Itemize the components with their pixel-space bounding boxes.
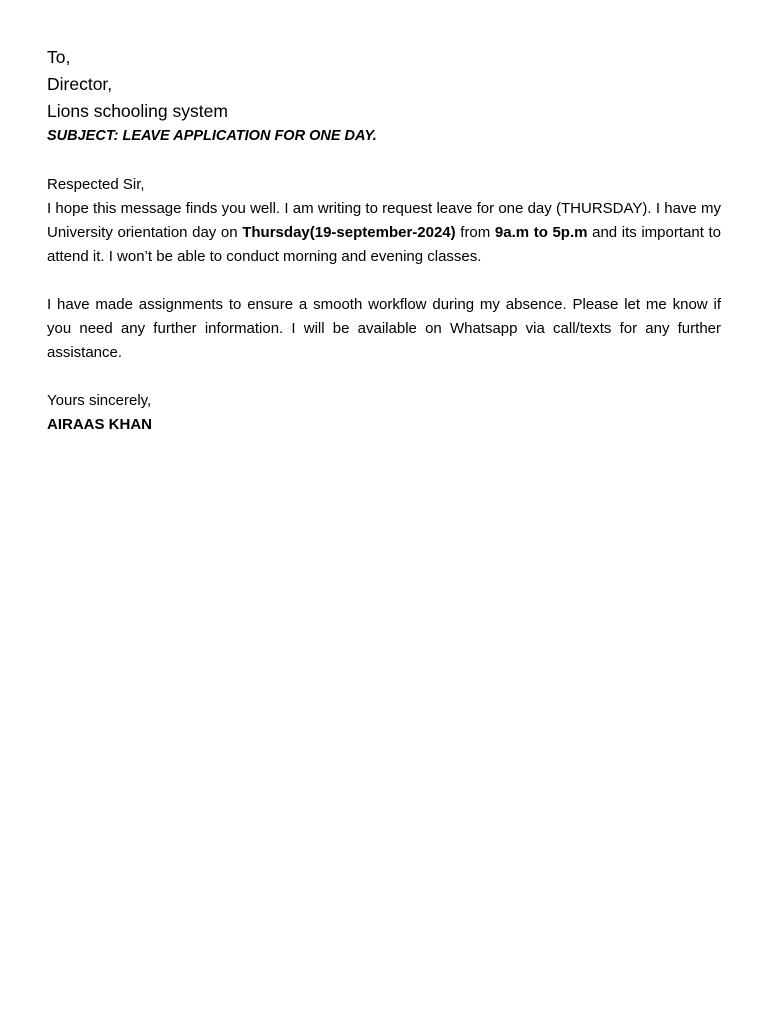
paragraph-1-text-c: and its important to attend it. I won’t be able to conduct morning and evening classes.	[47, 224, 722, 265]
closing: Yours sincerely,	[47, 392, 152, 409]
signature-name: AIRAAS KHAN	[47, 416, 152, 433]
leave-time: 9a.m to 5p.m	[494, 224, 588, 241]
recipient-to: To,	[47, 47, 71, 67]
subject-line: SUBJECT: LEAVE APPLICATION FOR ONE DAY.	[47, 128, 377, 144]
recipient-title: Director,	[47, 74, 113, 94]
paragraph-1-text-a: I hope this message finds you well. I am writing to request leave for one day (THURSDAY). I have my University orientation day on	[47, 200, 721, 241]
leave-date: Thursday(19-september-2024)	[242, 224, 456, 241]
body-paragraph-1	[47, 197, 721, 269]
salutation: Respected Sir,	[47, 176, 145, 193]
recipient-organization: Lions schooling system	[47, 101, 228, 121]
body-paragraph-2: I have made assignments to ensure a smooth workflow during my absence. Please let me know if you need any further information. I will be available on Whatsapp via call/texts for any further assistance.	[47, 296, 721, 361]
letter-page	[47, 44, 721, 437]
paragraph-1-text-b: from	[455, 224, 495, 241]
